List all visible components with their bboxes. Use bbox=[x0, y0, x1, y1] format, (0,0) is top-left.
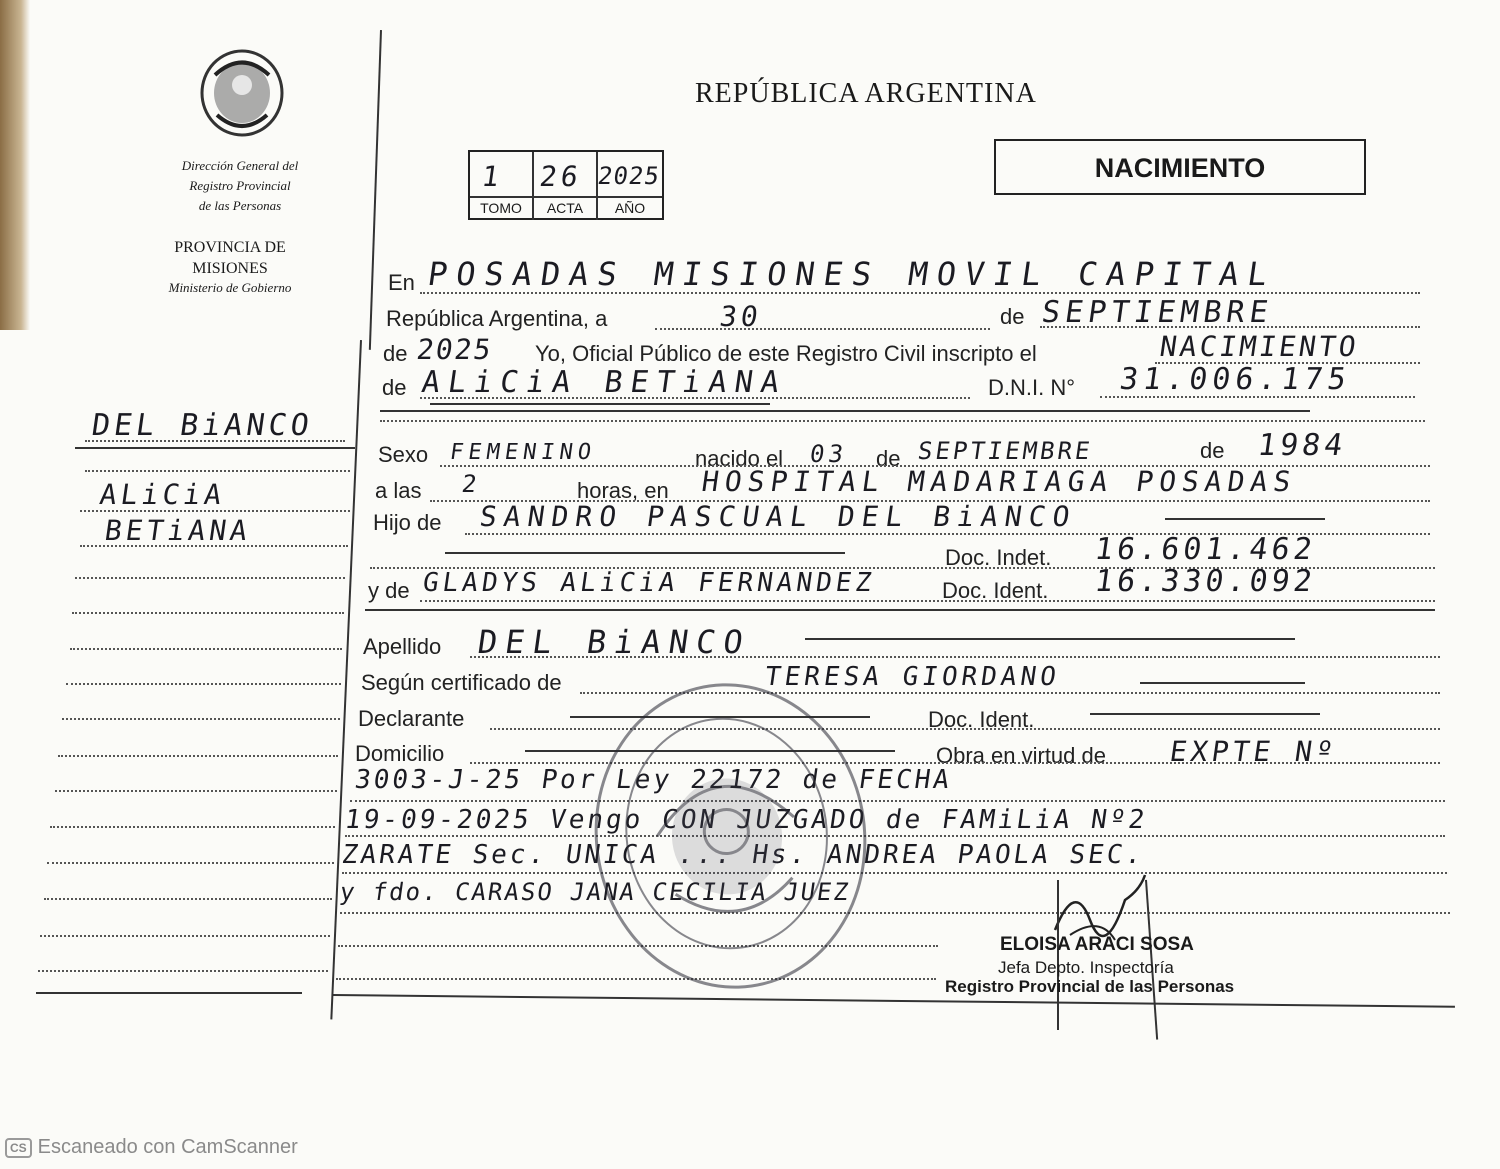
tomo-label: TOMO bbox=[480, 200, 522, 216]
apellido-label: Apellido bbox=[363, 634, 442, 659]
hour-value: 2 bbox=[460, 470, 483, 498]
office-line: Dirección General del bbox=[181, 158, 299, 173]
scanner-text: Escaneado con CamScanner bbox=[37, 1136, 298, 1158]
doc-ident2-label: Doc. Ident. bbox=[928, 707, 1035, 732]
sidebar-surname: DEL BiANCO bbox=[89, 408, 316, 443]
office-line: de las Personas bbox=[198, 198, 282, 213]
acta-value: 26 bbox=[537, 160, 585, 193]
day-value: 30 bbox=[717, 300, 765, 333]
mother-doc-value: 16.330.092 bbox=[1092, 564, 1319, 599]
office-name bbox=[140, 156, 340, 216]
sidebar-given-name-1: ALiCiA bbox=[97, 478, 228, 511]
y-de-label: y de bbox=[368, 578, 410, 603]
scanner-watermark bbox=[5, 1136, 298, 1159]
de-label-4: de bbox=[876, 446, 901, 471]
de-label-1: de bbox=[1000, 304, 1025, 329]
act-kind-value: NACIMIENTO bbox=[1157, 330, 1361, 363]
province-name bbox=[130, 237, 330, 279]
domicilio-label: Domicilio bbox=[355, 741, 445, 766]
anio-value: 2025 bbox=[596, 162, 662, 190]
doc-indet-label: Doc. Indet. bbox=[945, 545, 1052, 570]
sexo-value: FEMENINO bbox=[448, 440, 598, 465]
ministry-name: Ministerio de Gobierno bbox=[168, 280, 292, 295]
sexo-label: Sexo bbox=[378, 442, 429, 467]
column-divider bbox=[369, 30, 382, 350]
sidebar-given-name-2: BETiANA bbox=[102, 514, 254, 547]
note-line-3: ZARATE Sec. UNICA ... Hs. ANDREA PAOLA SEC. bbox=[339, 840, 1147, 870]
full-name-value: ALiCiA BETiANA bbox=[419, 365, 790, 400]
republica-label: República Argentina, a bbox=[386, 306, 608, 331]
certificado-value: TERESA GIORDANO bbox=[762, 662, 1062, 692]
signatory-title: Jefa Depto. Inspectoría bbox=[998, 958, 1174, 977]
father-value: SANDRO PASCUAL DEL BiANCO bbox=[477, 500, 1079, 533]
anio-label: AÑO bbox=[614, 200, 646, 216]
de-label-3: de bbox=[382, 375, 407, 400]
country-heading: REPÚBLICA ARGENTINA bbox=[695, 78, 1037, 109]
obra-value: EXPTE Nº bbox=[1167, 735, 1340, 768]
apellido-value: DEL BiANCO bbox=[475, 623, 754, 661]
province-line: MISIONES bbox=[192, 260, 268, 277]
doc-ident-label: Doc. Ident. bbox=[942, 578, 1049, 603]
month-value: SEPTIEMBRE bbox=[1039, 295, 1276, 330]
provincial-seal-icon bbox=[195, 45, 290, 140]
birth-day-value: 03 bbox=[808, 440, 849, 468]
record-number-box bbox=[468, 150, 664, 220]
signatory-office: Registro Provincial de las Personas bbox=[945, 977, 1235, 996]
place-value: POSADAS MISIONES MOVIL CAPITAL bbox=[425, 255, 1279, 293]
note-line-2: 19-09-2025 Vengo CON JUZGADO de FAMiLiA Nº2 bbox=[342, 805, 1150, 835]
record-type-box bbox=[994, 139, 1366, 195]
alas-label: a las bbox=[375, 478, 422, 503]
oficial-text: Yo, Oficial Público de este Registro Civil inscripto el bbox=[535, 341, 1037, 366]
record-type: NACIMIENTO bbox=[1094, 153, 1266, 183]
province-line: PROVINCIA DE bbox=[174, 239, 286, 256]
signatory-name: ELOISA ARACI SOSA bbox=[1000, 934, 1194, 955]
obra-label: Obra en virtud de bbox=[936, 743, 1106, 768]
de-label-2: de bbox=[383, 341, 408, 366]
note-line-4: y fdo. CARASO JANA CECILIA JUEZ bbox=[338, 878, 852, 906]
certificado-label: Según certificado de bbox=[361, 670, 562, 695]
note-line-1: 3003-J-25 Por Ley 22172 de FECHA bbox=[352, 765, 955, 795]
dni-value: 31.006.175 bbox=[1117, 362, 1354, 397]
declarante-label: Declarante bbox=[358, 706, 465, 731]
tomo-value: 1 bbox=[479, 160, 506, 193]
father-doc-value: 16.601.462 bbox=[1092, 532, 1319, 567]
acta-label: ACTA bbox=[546, 200, 584, 216]
mother-value: GLADYS ALiCiA FERNANDEZ bbox=[420, 568, 878, 598]
official-stamp bbox=[575, 666, 886, 1007]
nacido-label: nacido el bbox=[695, 446, 784, 471]
en-label: En bbox=[388, 270, 415, 295]
horas-label: horas, en bbox=[577, 478, 669, 503]
birth-place-value: HOSPITAL MADARIAGA POSADAS bbox=[699, 465, 1299, 498]
dni-label: D.N.I. N° bbox=[988, 375, 1076, 400]
year-value: 2025 bbox=[414, 333, 495, 366]
de-label-5: de bbox=[1200, 438, 1225, 463]
office-line: Registro Provincial bbox=[189, 178, 291, 193]
birth-year-value: 1984 bbox=[1255, 428, 1349, 463]
paper-edge bbox=[0, 0, 30, 330]
hijo-label: Hijo de bbox=[373, 510, 442, 535]
birth-month-value: SEPTIEMBRE bbox=[916, 437, 1095, 465]
camscanner-logo-icon: CS bbox=[5, 1138, 32, 1158]
